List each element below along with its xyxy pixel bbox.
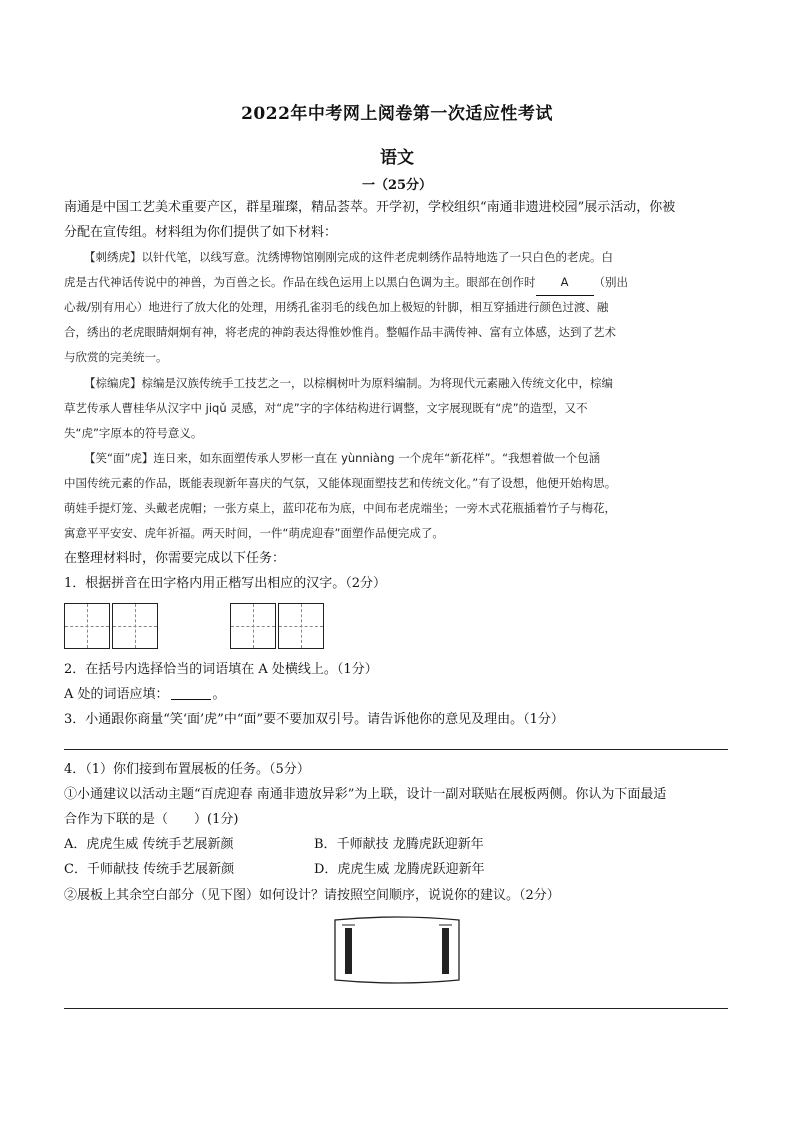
tianzige-box[interactable] xyxy=(112,603,158,649)
option-key: A． xyxy=(64,837,87,852)
blank-a: A xyxy=(536,270,594,296)
option-a[interactable] xyxy=(64,835,234,855)
material-line: 失“虎”字原本的符号意义。 xyxy=(64,426,203,440)
option-text: 虎虎生威 龙腾虎跃迎新年 xyxy=(337,862,485,877)
answer-label: A 处的词语应填： xyxy=(64,687,169,702)
option-d[interactable] xyxy=(314,860,485,880)
option-key: D． xyxy=(314,862,338,877)
answer-blank[interactable] xyxy=(171,685,211,700)
answer-line xyxy=(64,749,728,750)
option-text: 千师献技 龙腾虎跃迎新年 xyxy=(336,837,484,852)
answer-suffix: 。 xyxy=(212,687,226,702)
question-2: 2．在括号内选择恰当的词语填在 A 处横线上。（1分） xyxy=(64,662,378,677)
option-text: 虎虎生威 传统手艺展新颜 xyxy=(86,837,234,852)
material-line: 草艺传承人曹桂华从汉字中 jiqǔ 灵感，对“虎”字的字体结构进行调整，文字展现既有“虎”的造型，又不 xyxy=(64,401,588,415)
option-b[interactable] xyxy=(314,835,484,855)
section-heading: 一（25分） xyxy=(361,178,433,193)
tianzige-box[interactable] xyxy=(230,603,276,649)
option-key: B． xyxy=(314,837,337,852)
material-line: 合，绣出的老虎眼睛炯炯有神，将老虎的神韵表达得惟妙惟肖。整幅作品丰满传神、富有立体感，达到了艺术 xyxy=(64,325,616,339)
material-palm-tiger: 【棕编虎】棕编是汉族传统手工技艺之一，以棕榈树叶为原料编制。为将现代元素融入传统文化中，棕编 xyxy=(84,376,613,390)
option-text: 千师献技 传统手艺展新颜 xyxy=(86,862,235,877)
material-embroidery-tiger: 【刺绣虎】以针代笔，以线写意。沈绣博物馆刚刚完成的这件老虎刺绣作品特地选了一只白色的老虎。白 xyxy=(84,250,613,264)
question-4-1-sub2: ②展板上其余空白部分（见下图）如何设计？请按照空间顺序，说说你的建议。（2分） xyxy=(64,888,560,903)
material-dough-tiger: 【笑“面”虎】连日来，如东面塑传承人罗彬一直在 yùnniàng 一个虎年“新花样”。“我想着做一个包涵 xyxy=(84,451,601,465)
material-text: （别出 xyxy=(593,275,628,289)
tianzige-box[interactable] xyxy=(64,603,110,649)
option-key: C． xyxy=(64,862,87,877)
intro-line: 南通是中国工艺美术重要产区，群星璀璨，精品荟萃。开学初，学校组织“南通非遗进校园”展示活动，你被 xyxy=(64,200,676,215)
material-line xyxy=(64,270,732,296)
question-4-1-sub1-cont: 合作为下联的是（ ）(1分) xyxy=(64,812,239,827)
task-intro: 在整理材料时，你需要完成以下任务： xyxy=(64,551,286,566)
option-c[interactable] xyxy=(64,860,234,880)
question-4-1: 4．（1）你们接到布置展板的任务。（5分） xyxy=(64,762,310,777)
left-couplet-strip xyxy=(345,928,352,974)
right-couplet-strip xyxy=(442,928,449,974)
display-board-illustration xyxy=(332,914,462,986)
question-4-1-sub1: ①小通建议以活动主题“百虎迎春 南通非遗放异彩”为上联，设计一副对联贴在展板两侧。你认为下面最适 xyxy=(64,787,667,802)
exam-title: 2022年中考网上阅卷第一次适应性考试 xyxy=(241,104,553,124)
question-1: 1．根据拼音在田字格内用正楷写出相应的汉字。（2分） xyxy=(64,576,387,591)
question-2-answer xyxy=(64,682,732,707)
material-line: 萌娃手提灯笼、头戴老虎帽；一张方桌上，蓝印花布为底，中间布老虎端坐；一旁木式花瓶插着竹子与梅花， xyxy=(64,501,616,515)
material-text: 虎是古代神话传说中的神兽，为百兽之长。作品在线色运用上以黑白色调为主。眼部在创作时 xyxy=(64,275,536,289)
answer-line xyxy=(64,1008,728,1009)
tianzige-box[interactable] xyxy=(278,603,324,649)
question-3: 3．小通跟你商量“笑‘面’虎”中“面”要不要加双引号。请告诉他你的意见及理由。（1分） xyxy=(64,712,564,727)
material-line: 寓意平平安安、虎年祈福。两天时间，一件“萌虎迎春”面塑作品便完成了。 xyxy=(64,526,444,540)
material-line: 心裁/别有用心）地进行了放大化的处理，用绣孔雀羽毛的线色加上极短的针脚，相互穿插进行颜色过渡、融 xyxy=(64,300,609,314)
material-line: 与欣赏的完美统一。 xyxy=(64,350,168,364)
material-line: 中国传统元素的作品，既能表现新年喜庆的气氛，又能体现面塑技艺和传统文化。”有了设想，他便开始构思。 xyxy=(64,476,617,490)
subject-heading: 语文 xyxy=(380,148,414,168)
intro-line: 分配在宣传组。材料组为你们提供了如下材料： xyxy=(64,225,338,240)
